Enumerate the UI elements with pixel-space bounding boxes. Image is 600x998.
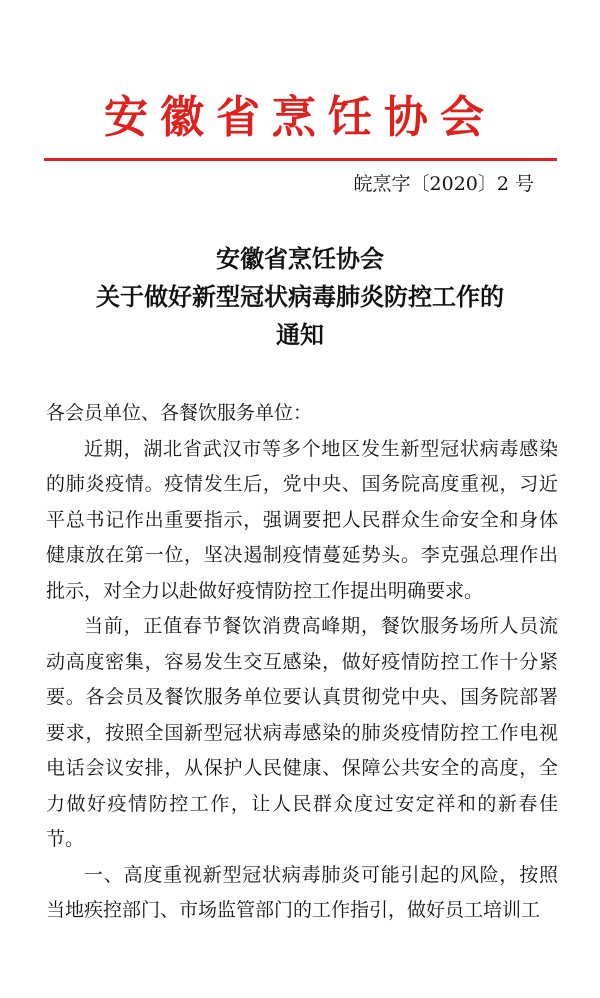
paragraph-current-situation: 当前，正值春节餐饮消费高峰期，餐饮服务场所人员流动高度密集，容易发生交互感染，做好疫情防控工作十分紧要。各会员及餐饮服务单位要认真贯彻党中央、国务院部署要求，按照全国新型冠状病毒感染的肺炎疫情防控工作电视电话会议安排，从保护人民健康、保障公共安全的高度，全力做好疫情防控工作，让人民群众度过安定祥和的新春佳节。: [46, 615, 558, 850]
salutation: 各会员单位、各餐饮服务单位：: [46, 402, 313, 424]
organization-letterhead: 安徽省烹饪协会: [104, 92, 496, 143]
document-body: [46, 396, 558, 929]
title-line-organization: 安徽省烹饪协会: [216, 245, 384, 273]
letterhead-divider: [44, 158, 557, 161]
title-line-notice: 通知: [276, 321, 324, 349]
document-title: [0, 240, 600, 354]
paragraph-item-one: 一、高度重视新型冠状病毒肺炎可能引起的风险，按照当地疾控部门、市场监管部门的工作指引，做好员工培训工: [46, 863, 558, 921]
title-line-subject: 关于做好新型冠状病毒肺炎防控工作的: [96, 283, 504, 311]
document-number: 皖烹字〔2020〕2 号: [353, 173, 534, 195]
paragraph-background: 近期，湖北省武汉市等多个地区发生新型冠状病毒感染的肺炎疫情。疫情发生后，党中央、国务院高度重视，习近平总书记作出重要指示，强调要把人民群众生命安全和身体健康放在第一位，坚决遏制疫情蔓延势头。李克强总理作出批示，对全力以赴做好疫情防控工作提出明确要求。: [46, 437, 558, 602]
